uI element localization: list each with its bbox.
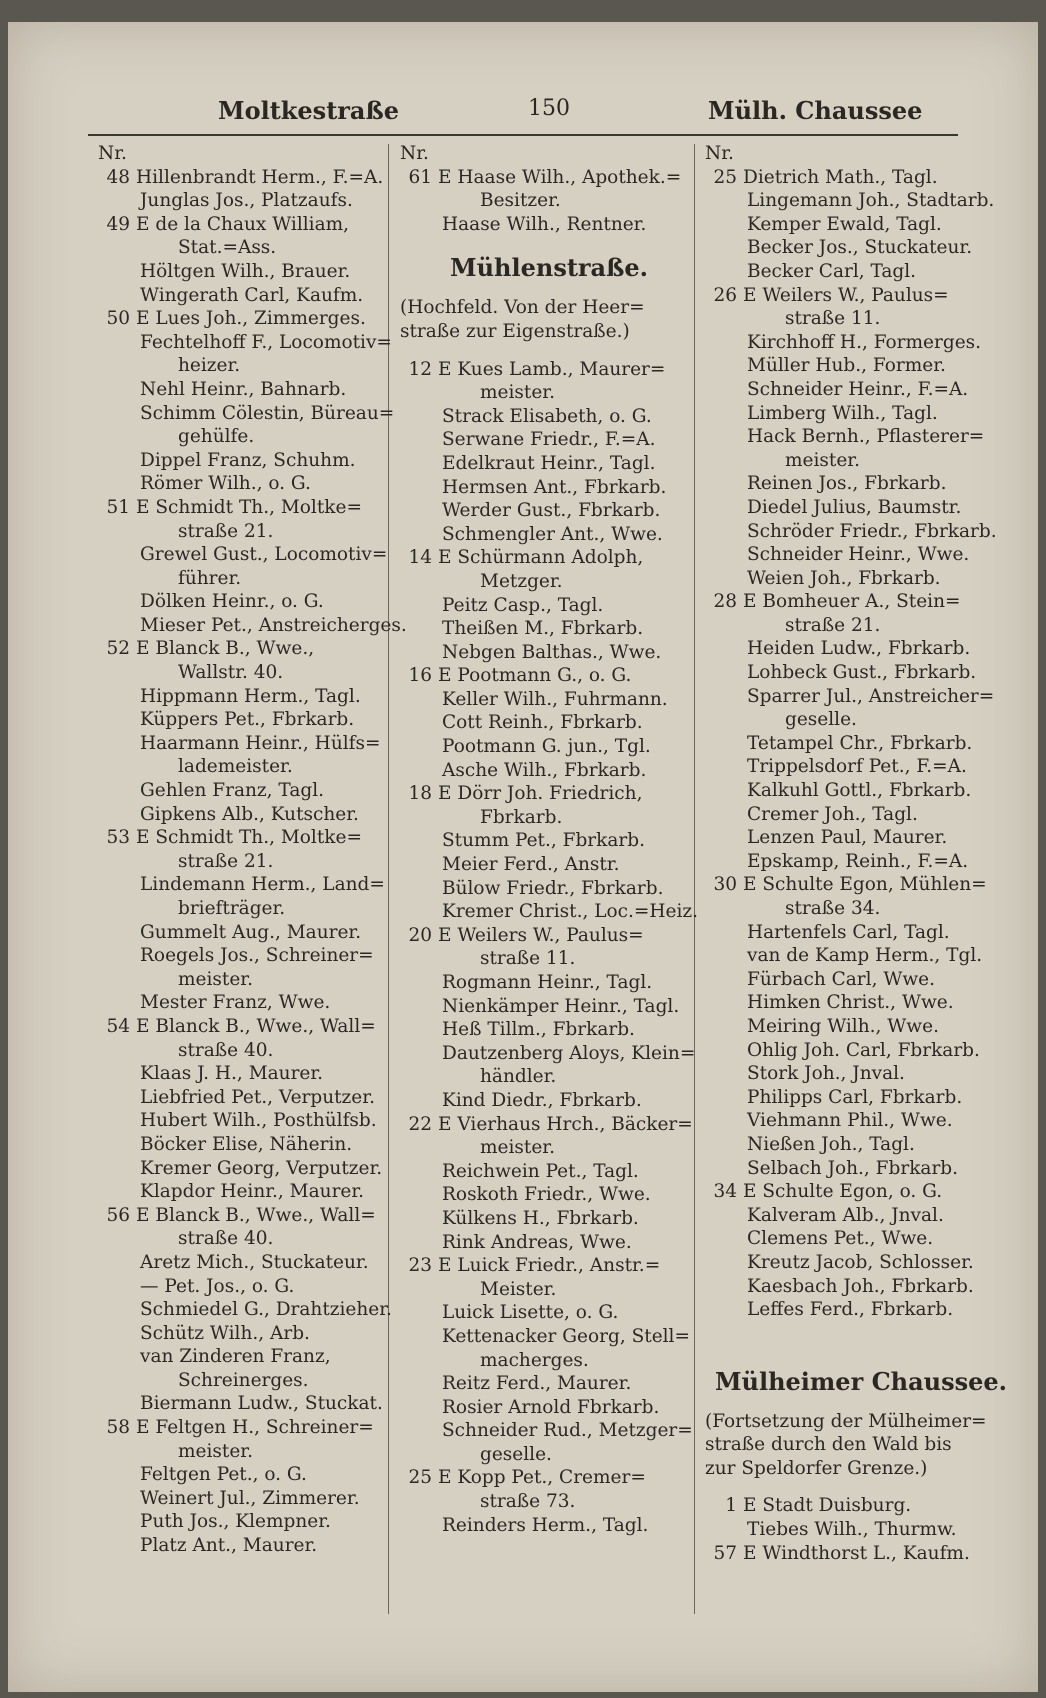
resident-entry: Selbach Joh., Fbrkarb. (747, 1157, 959, 1179)
resident-entry: Dautzenberg Aloys, Klein= (442, 1042, 696, 1064)
resident-entry: Hartenfels Carl, Tagl. (747, 921, 950, 943)
resident-entry: Strack Elisabeth, o. G. (442, 405, 652, 427)
resident-text: E Haase Wilh., Apothek.= (438, 166, 682, 188)
section-intro (400, 296, 698, 343)
house-number: 30 (713, 874, 737, 896)
resident-entry: Gummelt Aug., Maurer. (140, 921, 362, 943)
resident-entry: Cott Reinh., Fbrkarb. (442, 712, 643, 734)
resident-entry: Kalveram Alb., Jnval. (747, 1204, 944, 1226)
house-entry (705, 873, 1017, 897)
resident-entry: Grewel Gust., Locomotiv= (140, 544, 388, 566)
entry-continuation: Schreinerges. (178, 1369, 309, 1391)
entry-continuation: straße 21. (178, 520, 274, 542)
resident-entry: Ohlig Joh. Carl, Fbrkarb. (747, 1039, 980, 1061)
resident-entry: van Zinderen Franz, (140, 1346, 331, 1368)
house-number: 23 (408, 1255, 432, 1277)
resident-entry: Diedel Julius, Baumstr. (747, 496, 962, 518)
resident-entry: Roegels Jos., Schreiner= (140, 945, 374, 967)
resident-entry: Heß Tillm., Fbrkarb. (442, 1019, 635, 1041)
entry-continuation: geselle. (785, 709, 857, 731)
resident-text: E Blanck B., Wwe., Wall= (136, 1204, 376, 1226)
entry-continuation: straße 34. (785, 898, 881, 919)
house-number: 25 (408, 1467, 432, 1489)
resident-entry: Rink Andreas, Wwe. (442, 1231, 632, 1253)
entry-continuation: gehülfe. (178, 426, 255, 448)
resident-entry: Kettenacker Georg, Stell= (442, 1325, 690, 1347)
resident-entry: Aretz Mich., Stuckateur. (140, 1251, 369, 1273)
resident-entry: Hippmann Herm., Tagl. (140, 685, 361, 707)
house-entry (98, 307, 398, 331)
house-entry (98, 166, 398, 190)
resident-text: E Dörr Joh. Friedrich, (438, 783, 643, 805)
resident-entry: Serwane Friedr., F.=A. (442, 429, 656, 451)
resident-entry: Haarmann Heinr., Hülfs= (140, 732, 381, 754)
entry-continuation: meister. (178, 1440, 253, 1462)
entry-continuation: Fbrkarb. (480, 806, 563, 828)
resident-text: Dietrich Math., Tagl. (743, 166, 938, 188)
entry-continuation: straße 73. (480, 1491, 576, 1513)
intro-line: (Fortsetzung der Mülheimer= (705, 1410, 987, 1432)
house-number: 14 (408, 547, 432, 569)
resident-entry: Schneider Heinr., Wwe. (747, 544, 970, 566)
resident-entry: Clemens Pet., Wwe. (747, 1228, 934, 1250)
house-entry (400, 782, 698, 806)
col2-entries (400, 358, 698, 1538)
section-heading-muelheimer-chaussee: Mülheimer Chaussee. (714, 1366, 1008, 1396)
entry-continuation: lademeister. (178, 756, 293, 778)
resident-entry: Höltgen Wilh., Brauer. (140, 260, 351, 282)
resident-entry: Schmiedel G., Drahtzieher. (140, 1299, 392, 1321)
entry-continuation: meister. (480, 1137, 555, 1159)
resident-entry: Römer Wilh., o. G. (140, 473, 311, 495)
resident-entry: Puth Jos., Klempner. (140, 1511, 331, 1533)
intro-line: straße zur Eigenstraße.) (400, 320, 630, 342)
house-number: 25 (713, 166, 737, 188)
resident-entry: Haase Wilh., Rentner. (442, 213, 647, 235)
column-nr-label: Nr. (400, 143, 429, 164)
entry-continuation: Besitzer. (480, 190, 561, 212)
entry-continuation: meister. (785, 449, 860, 471)
house-entry (400, 664, 698, 688)
resident-entry: Meiring Wilh., Wwe. (747, 1015, 939, 1037)
resident-entry: Reinders Herm., Tagl. (442, 1514, 649, 1536)
column-nr-label: Nr. (705, 143, 734, 164)
directory-page (8, 22, 1038, 1692)
entry-continuation: macherges. (480, 1349, 589, 1371)
resident-entry: Schmengler Ant., Wwe. (442, 523, 663, 545)
section-heading-muehlenstrasse: Mühlenstraße. (450, 253, 648, 283)
house-entry (400, 546, 698, 570)
resident-entry: Nießen Joh., Tagl. (747, 1133, 915, 1155)
house-entry (400, 924, 698, 948)
house-entry (705, 1180, 1017, 1204)
house-entry (98, 1416, 398, 1440)
resident-entry: Leffes Ferd., Fbrkarb. (747, 1299, 954, 1321)
col2-top-entries (400, 142, 698, 236)
resident-entry: Schneider Rud., Metzger= (442, 1420, 693, 1442)
house-number: 1 (725, 1495, 737, 1517)
entry-continuation: straße 40. (178, 1039, 274, 1061)
house-entry (98, 637, 398, 661)
resident-text: E Kues Lamb., Maurer= (438, 358, 666, 380)
resident-entry: Schimm Cölestin, Büreau= (140, 402, 395, 424)
resident-entry: Liebfried Pet., Verputzer. (140, 1086, 375, 1108)
resident-entry: van de Kamp Herm., Tgl. (747, 945, 983, 967)
house-number: 20 (408, 924, 432, 946)
resident-entry: Stork Joh., Jnval. (747, 1063, 905, 1085)
resident-entry: Kalkuhl Gottl., Fbrkarb. (747, 780, 972, 802)
resident-entry: Keller Wilh., Fuhrmann. (442, 688, 668, 710)
house-number: 26 (713, 284, 737, 306)
house-number: 57 (713, 1542, 737, 1564)
resident-text: E Weilers W., Paulus= (743, 284, 949, 306)
resident-entry: Kremer Christ., Loc.=Heiz. (442, 901, 699, 923)
resident-entry: Himken Christ., Wwe. (747, 992, 954, 1014)
resident-entry: Hubert Wilh., Posthülfsb. (140, 1110, 377, 1132)
resident-entry: Klaas J. H., Maurer. (140, 1063, 324, 1085)
house-entry (705, 284, 1017, 308)
column-nr-label: Nr. (98, 143, 127, 164)
header-rule (88, 134, 958, 136)
resident-text: E Windthorst L., Kaufm. (743, 1542, 970, 1564)
resident-entry: Fechtelhoff F., Locomotiv= (140, 331, 392, 353)
house-entry (705, 166, 1017, 190)
resident-text: E Weilers W., Paulus= (438, 924, 644, 946)
resident-entry: Nehl Heinr., Bahnarb. (140, 378, 347, 400)
resident-text: E Schmidt Th., Moltke= (136, 496, 362, 518)
resident-entry: Kaesbach Joh., Fbrkarb. (747, 1275, 974, 1297)
intro-line: straße durch den Wald bis (705, 1434, 952, 1456)
entry-continuation: geselle. (480, 1443, 552, 1465)
resident-text: E Schulte Egon, Mühlen= (743, 874, 987, 896)
resident-entry: Peitz Casp., Tagl. (442, 594, 604, 616)
resident-entry: Nebgen Balthas., Wwe. (442, 641, 662, 663)
house-entry (705, 1542, 1017, 1566)
house-entry (400, 1254, 698, 1278)
house-entry (98, 496, 398, 520)
entry-continuation: führer. (178, 567, 242, 589)
house-entry (400, 1113, 698, 1137)
resident-entry: Sparrer Jul., Anstreicher= (747, 685, 995, 707)
resident-entry: Weien Joh., Fbrkarb. (747, 567, 941, 589)
entry-continuation: meister. (480, 382, 555, 404)
resident-entry: Becker Carl, Tagl. (747, 260, 917, 282)
house-entry (705, 1494, 1017, 1518)
resident-entry: Kremer Georg, Verputzer. (140, 1157, 383, 1179)
entry-continuation: meister. (178, 968, 253, 990)
house-entry (400, 358, 698, 382)
resident-entry: Feltgen Pet., o. G. (140, 1464, 307, 1486)
resident-entry: Dölken Heinr., o. G. (140, 591, 324, 613)
resident-entry: Trippelsdorf Pet., F.=A. (747, 756, 967, 778)
house-number: 12 (408, 358, 432, 380)
resident-entry: — Pet. Jos., o. G. (140, 1275, 295, 1297)
resident-entry: Hack Bernh., Pflasterer= (747, 426, 985, 448)
resident-entry: Luick Lisette, o. G. (442, 1302, 619, 1324)
resident-entry: Rogmann Heinr., Tagl. (442, 972, 653, 993)
resident-entry: Müller Hub., Former. (747, 355, 946, 377)
resident-entry: Mieser Pet., Anstreicherges. (140, 614, 407, 636)
resident-entry: Klapdor Heinr., Maurer. (140, 1181, 365, 1203)
resident-entry: Küppers Pet., Fbrkarb. (140, 709, 355, 731)
resident-entry: Heiden Ludw., Fbrkarb. (747, 638, 971, 660)
house-entry (400, 166, 698, 190)
entry-continuation: straße 11. (785, 308, 881, 330)
entry-continuation: händler. (480, 1066, 557, 1088)
house-number: 61 (408, 166, 432, 188)
resident-text: E Kopp Pet., Cremer= (438, 1467, 646, 1489)
resident-text: E Bomheuer A., Stein= (743, 591, 961, 613)
section-intro (705, 1410, 1017, 1481)
column-muelh-chaussee (705, 142, 1017, 1565)
resident-entry: Becker Jos., Stuckateur. (747, 237, 973, 259)
house-number: 50 (106, 308, 130, 330)
house-number: 53 (106, 827, 130, 849)
resident-text: E Luick Friedr., Anstr.= (438, 1255, 661, 1277)
resident-entry: Schütz Wilh., Arb. (140, 1322, 310, 1344)
intro-line: (Hochfeld. Von der Heer= (400, 297, 645, 319)
house-number: 28 (713, 591, 737, 613)
resident-entry: Reinen Jos., Fbrkarb. (747, 473, 947, 495)
house-number: 48 (106, 166, 130, 188)
resident-entry: Reichwein Pet., Tagl. (442, 1160, 639, 1182)
column-muehlenstrasse (400, 142, 698, 1537)
resident-entry: Werder Gust., Fbrkarb. (442, 500, 661, 522)
resident-entry: Kemper Ewald, Tagl. (747, 213, 942, 235)
resident-text: E Pootmann G., o. G. (438, 665, 632, 687)
entry-continuation: Meister. (480, 1278, 557, 1300)
house-number: 52 (106, 638, 130, 660)
resident-entry: Gehlen Franz, Tagl. (140, 780, 325, 802)
resident-text: E Blanck B., Wwe., Wall= (136, 1015, 376, 1037)
house-number: 16 (408, 665, 432, 687)
entry-continuation: Stat.=Ass. (178, 237, 277, 259)
resident-entry: Lenzen Paul, Maurer. (747, 827, 948, 849)
resident-entry: Roskoth Friedr., Wwe. (442, 1184, 651, 1206)
resident-text: E Schulte Egon, o. G. (743, 1181, 943, 1203)
resident-entry: Philipps Carl, Fbrkarb. (747, 1086, 963, 1108)
house-entry (98, 1204, 398, 1228)
resident-entry: Reitz Ferd., Maurer. (442, 1373, 632, 1395)
resident-text: E Stadt Duisburg. (743, 1495, 912, 1517)
house-number: 58 (106, 1417, 130, 1439)
entry-continuation: straße 11. (480, 948, 576, 970)
resident-entry: Fürbach Carl, Wwe. (747, 968, 936, 990)
resident-entry: Böcker Elise, Näherin. (140, 1133, 353, 1155)
entry-continuation: Wallstr. 40. (178, 662, 284, 684)
resident-entry: Rosier Arnold Fbrkarb. (442, 1396, 660, 1418)
resident-entry: Pootmann G. jun., Tgl. (442, 736, 651, 758)
resident-entry: Schröder Friedr., Fbrkarb. (747, 520, 997, 542)
house-number: 51 (106, 496, 130, 518)
resident-text: E Blanck B., Wwe., (136, 638, 315, 660)
resident-entry: Kirchhoff H., Formerges. (747, 331, 982, 353)
resident-entry: Dippel Franz, Schuhm. (140, 449, 356, 471)
page-number: 150 (528, 96, 570, 121)
resident-entry: Stumm Pet., Fbrkarb. (442, 830, 645, 852)
resident-entry: Asche Wilh., Fbrkarb. (442, 759, 647, 781)
header-right-street: Mülh. Chaussee (708, 96, 923, 125)
resident-text: E Schürmann Adolph, (438, 547, 644, 569)
house-entry (98, 826, 398, 850)
house-number: 56 (106, 1204, 130, 1226)
resident-text: Hillenbrandt Herm., F.=A. (136, 166, 384, 188)
entry-continuation: heizer. (178, 355, 241, 377)
house-number: 22 (408, 1113, 432, 1135)
resident-entry: Lingemann Joh., Stadtarb. (747, 190, 995, 212)
column-moltkestrasse (98, 142, 407, 1558)
resident-entry: Lindemann Herm., Land= (140, 874, 385, 896)
resident-entry: Biermann Ludw., Stuckat. (140, 1393, 383, 1415)
resident-entry: Lohbeck Gust., Fbrkarb. (747, 662, 977, 684)
resident-entry: Meier Ferd., Anstr. (442, 854, 620, 876)
resident-entry: Tetampel Chr., Fbrkarb. (747, 732, 973, 754)
resident-entry: Tiebes Wilh., Thurmw. (747, 1519, 957, 1541)
entry-continuation: briefträger. (178, 898, 286, 919)
resident-entry: Viehmann Phil., Wwe. (747, 1110, 953, 1132)
resident-text: E Vierhaus Hrch., Bäcker= (438, 1113, 693, 1135)
col3-bottom-entries (705, 1494, 1017, 1565)
resident-entry: Hermsen Ant., Fbrkarb. (442, 476, 667, 498)
house-entry (705, 590, 1017, 614)
resident-entry: Schneider Heinr., F.=A. (747, 378, 969, 400)
house-number: 34 (713, 1181, 737, 1203)
resident-entry: Theißen M., Fbrkarb. (442, 618, 644, 640)
resident-entry: Gipkens Alb., Kutscher. (140, 803, 359, 825)
resident-entry: Epskamp, Reinh., F.=A. (747, 850, 969, 872)
entry-continuation: straße 21. (178, 850, 274, 872)
resident-entry: Weinert Jul., Zimmerer. (140, 1487, 360, 1509)
house-number: 18 (408, 783, 432, 805)
col3-entries (705, 142, 1017, 1322)
resident-entry: Cremer Joh., Tagl. (747, 803, 918, 825)
resident-text: E Lues Joh., Zimmerges. (136, 308, 366, 330)
entry-continuation: Metzger. (480, 570, 563, 592)
resident-entry: Nienkämper Heinr., Tagl. (442, 995, 680, 1017)
page-header (8, 92, 1038, 132)
resident-entry: Kreutz Jacob, Schlosser. (747, 1251, 974, 1273)
entry-continuation: straße 21. (785, 614, 881, 636)
resident-entry: Junglas Jos., Platzaufs. (140, 190, 353, 212)
house-entry (98, 1015, 398, 1039)
resident-text: E Feltgen H., Schreiner= (136, 1417, 374, 1439)
resident-entry: Limberg Wilh., Tagl. (747, 402, 938, 424)
house-number: 49 (106, 213, 130, 235)
house-number: 54 (106, 1015, 130, 1037)
house-entry (98, 213, 398, 237)
resident-entry: Platz Ant., Maurer. (140, 1535, 318, 1557)
house-entry (400, 1466, 698, 1490)
intro-line: zur Speldorfer Grenze.) (705, 1457, 928, 1479)
resident-entry: Kind Diedr., Fbrkarb. (442, 1089, 642, 1111)
header-left-street: Moltkestraße (218, 96, 399, 125)
resident-text: E Schmidt Th., Moltke= (136, 827, 362, 849)
resident-entry: Bülow Friedr., Fbrkarb. (442, 877, 664, 899)
resident-text: E de la Chaux William, (136, 213, 350, 235)
entry-continuation: straße 40. (178, 1228, 274, 1250)
resident-entry: Külkens H., Fbrkarb. (442, 1207, 639, 1229)
resident-entry: Mester Franz, Wwe. (140, 992, 331, 1014)
resident-entry: Edelkraut Heinr., Tagl. (442, 452, 656, 474)
resident-entry: Wingerath Carl, Kaufm. (140, 284, 364, 306)
